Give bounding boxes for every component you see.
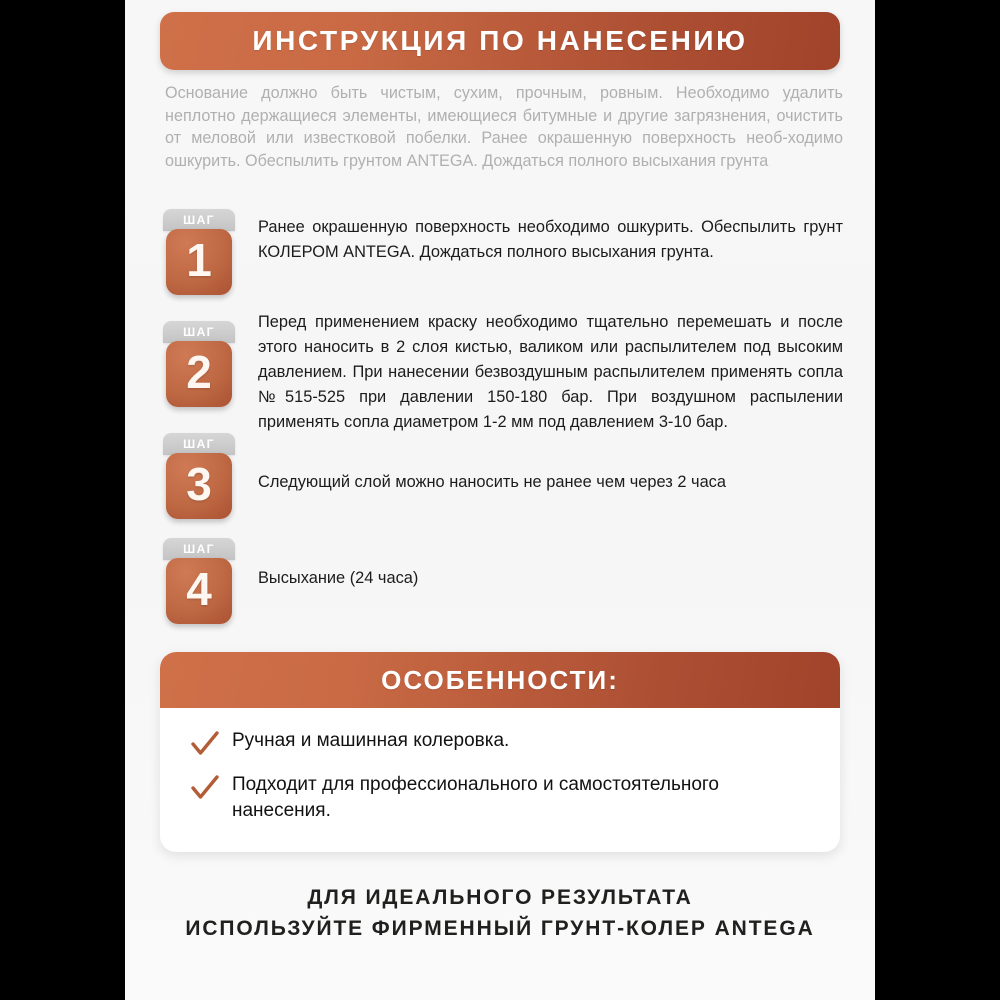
check-icon bbox=[190, 774, 220, 802]
features-header bbox=[160, 652, 840, 708]
footer-line-1: ДЛЯ ИДЕАЛЬНОГО РЕЗУЛЬТАТА bbox=[307, 886, 693, 909]
step-text-1: Ранее окрашенную поверхность необходимо ошкурить. Обеспылить грунт КОЛЕРОМ ANTEGA. Дождаться полного высыхания грунта. bbox=[258, 218, 843, 261]
step-badge-tab-label-3: ШАГ bbox=[183, 436, 215, 451]
step-badge-3 bbox=[163, 433, 235, 519]
step-number-1: 1 bbox=[186, 234, 212, 286]
feature-list-item bbox=[190, 772, 810, 824]
check-icon bbox=[190, 730, 220, 758]
features-body bbox=[160, 708, 840, 852]
step-text-4: Высыхание (24 часа) bbox=[258, 569, 419, 587]
intro-paragraph: Основание должно быть чистым, сухим, прочным, ровным. Необходимо удалить неплотно держащиеся элементы, имеющиеся битумные и другие загрязнения, очистить от меловой или известковой побелки. Ранее окрашенную поверхность необ-ходимо ошкурить. Обеспылить грунтом ANTEGA. Дождаться полного высыхания грунта bbox=[165, 84, 843, 170]
features-card bbox=[160, 652, 840, 852]
step-number-2: 2 bbox=[186, 346, 212, 398]
instruction-header-banner bbox=[160, 12, 840, 70]
step-badge-1 bbox=[163, 209, 235, 295]
feature-text: Подходит для профессионального и самостоятельного нанесения. bbox=[232, 774, 719, 821]
step-badge-tab-label-1: ШАГ bbox=[183, 212, 215, 227]
features-title: ОСОБЕННОСТИ: bbox=[381, 664, 619, 695]
step-badge-4 bbox=[163, 538, 235, 624]
step-badge-tab-1 bbox=[163, 209, 235, 231]
step-badge-tab-4 bbox=[163, 538, 235, 560]
step-badge-tab-2 bbox=[163, 321, 235, 343]
step-badge-box-4 bbox=[166, 558, 232, 624]
step-number-3: 3 bbox=[186, 458, 212, 510]
step-badge-box-1 bbox=[166, 229, 232, 295]
step-badge-box-2 bbox=[166, 341, 232, 407]
step-badge-tab-label-2: ШАГ bbox=[183, 324, 215, 339]
step-text-3: Следующий слой можно наносить не ранее чем через 2 часа bbox=[258, 473, 726, 491]
step-badge-2 bbox=[163, 321, 235, 407]
content-sheet bbox=[125, 0, 875, 1000]
footer-line-2: ИСПОЛЬЗУЙТЕ ФИРМЕННЫЙ ГРУНТ-КОЛЕР ANTEGA bbox=[185, 917, 815, 940]
step-badge-tab-3 bbox=[163, 433, 235, 455]
feature-text: Ручная и машинная колеровка. bbox=[232, 730, 510, 751]
step-text-2: Перед применением краску необходимо тщательно перемешать и после этого наносить в 2 слоя кистью, валиком или распылителем под высоким давлением. При нанесении безвоздушным распылителем применять сопла №515-525 при давлении 150-180 бар. При воздушном распылении применять сопла диаметром 1-2 мм под давлением 3-10 бар. bbox=[258, 313, 843, 431]
step-badge-tab-label-4: ШАГ bbox=[183, 541, 215, 556]
page-title: ИНСТРУКЦИЯ ПО НАНЕСЕНИЮ bbox=[252, 25, 748, 56]
feature-list-item bbox=[190, 728, 810, 758]
step-number-4: 4 bbox=[186, 563, 212, 615]
footer-callout bbox=[145, 882, 855, 944]
step-badge-box-3 bbox=[166, 453, 232, 519]
